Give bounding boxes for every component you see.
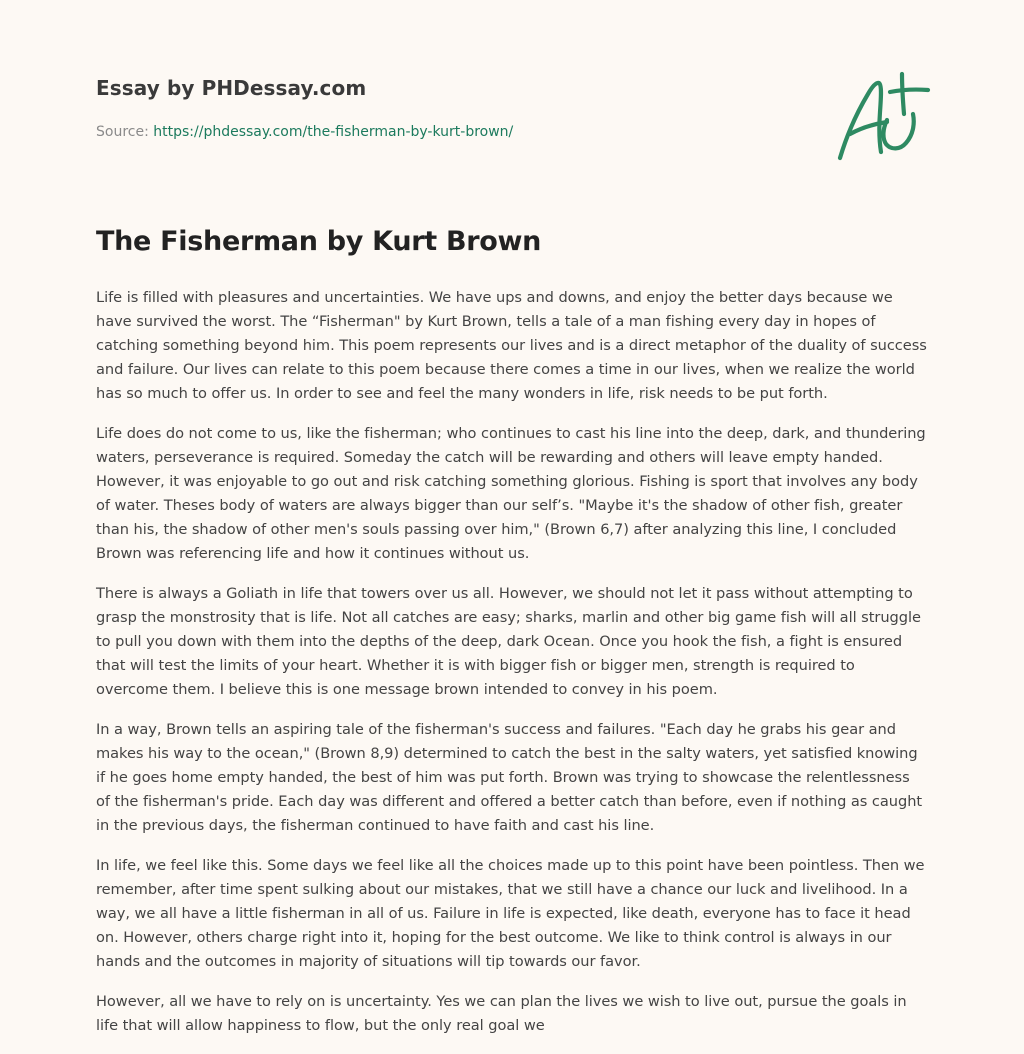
source-line — [96, 124, 513, 140]
essay-paragraph: In a way, Brown tells an aspiring tale of the fisherman's success and failures. "Each day he grabs his gear and makes his way to the ocean," (Brown 8,9) determined to catch the best in the salty waters, yet satisfied knowing if he goes home empty handed, the best of him was put forth. Brown was trying to showcase the relentlessness of the fisherman's pride. Each day was different and offered a better catch than before, even if nothing as caught in the previous days, the fisherman continued to have faith and cast his line. — [96, 721, 923, 834]
page-header — [96, 0, 928, 170]
essay-paragraph: There is always a Goliath in life that towers over us all. However, we should not let it pass without attempting to grasp the monstrosity that is life. Not all catches are easy; sharks, marlin and other big game fish will all struggle to pull you down with them into the depths of the deep, dark Ocean. Once you hook the fish, a fight is ensured that will test the limits of your heart. Whether it is with bigger fish or bigger men, strength is required to overcome them. I believe this is one message brown intended to convey in his poem. — [96, 585, 921, 698]
essay-paragraph: In life, we feel like this. Some days we feel like all the choices made up to this point have been pointless. Then we remember, after time spent sulking about our mistakes, that we still have a chance our luck and livelihood. In a way, we all have a little fisherman in all of us. Failure in life is expected, like death, everyone has to face it head on. However, others charge right into it, hoping for the best outcome. We like to think control is always in our hands and the outcomes in majority of situations will tip towards our favor. — [96, 857, 925, 970]
essay-title: The Fisherman by Kurt Brown — [96, 226, 542, 257]
site-brand: Essay by PHDessay.com — [96, 76, 367, 100]
essay-paragraph: Life does do not come to us, like the fisherman; who continues to cast his line into the deep, dark, and thundering waters, perseverance is required. Someday the catch will be rewarding and others will leave empty handed. However, it was enjoyable to go out and risk catching something glorious. Fishing is sport that involves any body of water. Theses body of waters are always bigger than our self’s. "Maybe it's the shadow of other fish, greater than his, the shadow of other men's souls passing over him," (Brown 6,7) after analyzing this line, I concluded Brown was referencing life and how it continues without us. — [96, 425, 926, 562]
a-plus-logo-icon — [834, 68, 934, 164]
essay-paragraph: However, all we have to rely on is uncertainty. Yes we can plan the lives we wish to live out, pursue the goals in life that will allow happiness to flow, but the only real goal we — [96, 993, 907, 1034]
source-link[interactable]: https://phdessay.com/the-fisherman-by-kurt-brown/ — [153, 124, 514, 140]
source-label: Source: — [96, 124, 154, 140]
essay-body — [96, 286, 928, 1054]
essay-paragraph: Life is filled with pleasures and uncertainties. We have ups and downs, and enjoy the better days because we have survived the worst. The “Fisherman" by Kurt Brown, tells a tale of a man fishing every day in hopes of catching something beyond him. This poem represents our lives and is a direct metaphor of the duality of success and failure. Our lives can relate to this poem because there comes a time in our lives, when we realize the world has so much to offer us. In order to see and feel the many wonders in life, risk needs to be put forth. — [96, 289, 927, 402]
